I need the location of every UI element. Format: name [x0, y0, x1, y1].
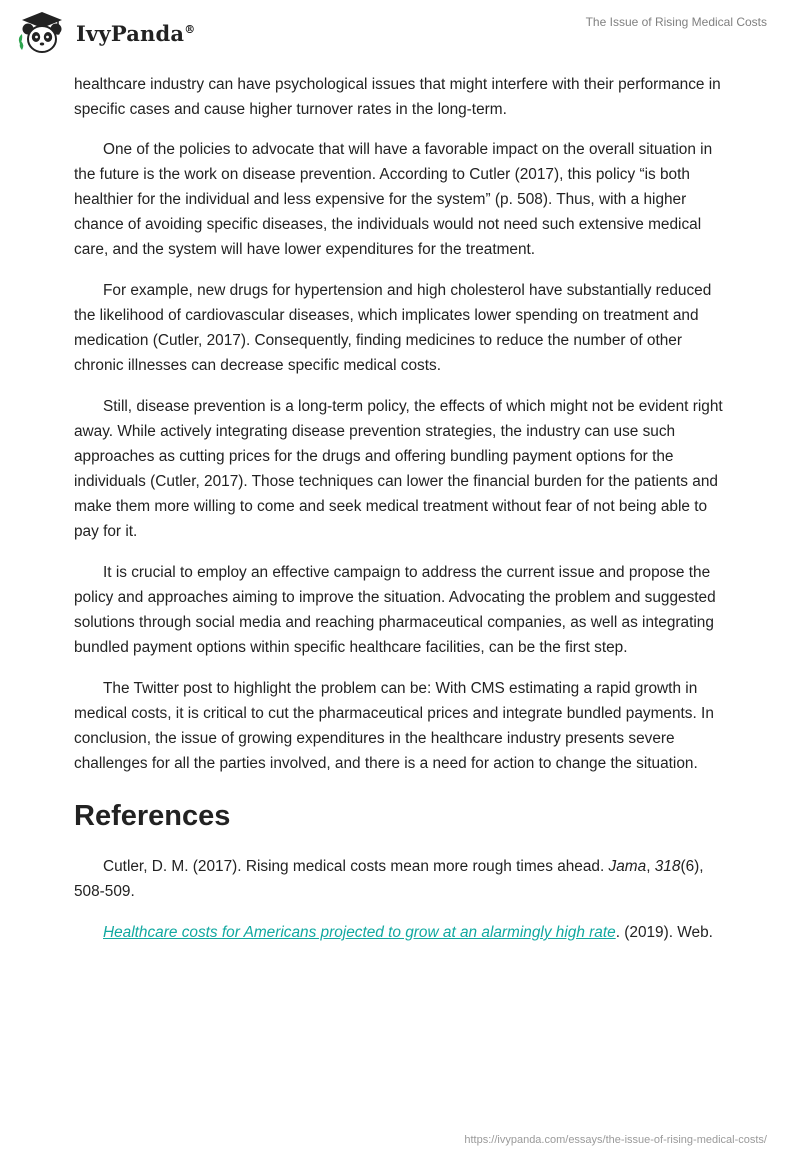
brand-registered-mark: ® [184, 22, 196, 36]
continuation-paragraph: healthcare industry can have psychological issues that might interfere with their performance in specific cases and cause higher turnover rates in the long-term. [74, 76, 721, 118]
reference-text: . (2019). Web. [615, 924, 713, 941]
document-title: The Issue of Rising Medical Costs [585, 15, 767, 29]
essay-content [74, 72, 734, 961]
reference-text: Cutler, D. M. (2017). Rising medical costs mean more rough times ahead. [103, 858, 609, 875]
reference-volume: 318 [654, 858, 681, 875]
body-paragraph: Still, disease prevention is a long-term policy, the effects of which might not be evident right away. While actively integrating disease prevention strategies, the industry can use such approaches as cutting prices for the drugs and offering bundling payment options for the individuals (Cutler, 2017). Those techniques can lower the financial burden for the patients and make them more willing to come and seek medical treatment without fear of not being able to pay for it. [74, 398, 723, 540]
body-paragraph: One of the policies to advocate that will have a favorable impact on the overall situation in the future is the work on disease prevention. According to Cutler (2017), this policy “is both healthier for the individual and less expensive for the system” (p. 508). Thus, with a higher chance of avoiding specific diseases, the individuals would not need such extensive medical care, and the system will have lower expenditures for the treatment. [74, 141, 713, 258]
body-paragraph: For example, new drugs for hypertension and high cholesterol have substantially reduced the likelihood of cardiovascular diseases, which implicates lower spending on treatment and medication (Cutler, 2017). Consequently, finding medicines to reduce the number of other chronic illnesses can decrease specific medical costs. [74, 282, 712, 374]
reference-separator: , [646, 858, 655, 875]
body-paragraph: It is crucial to employ an effective campaign to address the current issue and propose the policy and approaches aiming to improve the situation. Advocating the problem and suggested solutions through social media and reaching pharmaceutical companies, as well as integrating bundled payment options within specific healthcare facilities, can be the first step. [74, 564, 716, 656]
brand-name: IvyPanda® [76, 20, 196, 46]
page-header [0, 0, 800, 64]
brand-logo[interactable] [16, 8, 195, 58]
body-paragraph: The Twitter post to highlight the problem can be: With CMS estimating a rapid growth in medical costs, it is critical to cut the pharmaceutical prices and integrate bundled payments. In conclusion, the issue of growing expenditures in the healthcare industry presents severe challenges for all the parties involved, and there is a need for action to change the situation. [74, 680, 714, 772]
reference-link[interactable]: Healthcare costs for Americans projected to grow at an alarmingly high rate [103, 924, 616, 941]
footer-url: https://ivypanda.com/essays/the-issue-of-rising-medical-costs/ [464, 1134, 767, 1146]
panda-logo-icon [16, 10, 68, 56]
references-heading: References [74, 800, 231, 832]
reference-pages: (6), 508-509. [74, 858, 704, 900]
reference-journal: Jama [608, 858, 647, 875]
reference-entry [74, 920, 734, 945]
reference-entry [74, 854, 734, 904]
